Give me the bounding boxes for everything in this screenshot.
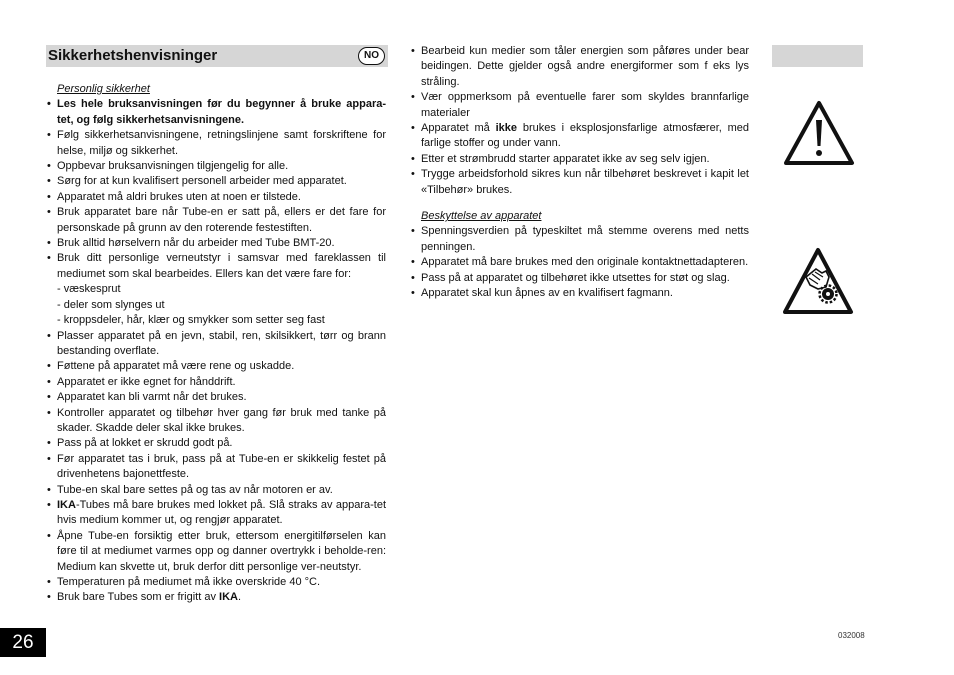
brand-name: IKA <box>219 591 238 604</box>
list-item: • Spenningsverdien på typeskiltet må stemme overens med netts penningen. <box>410 224 749 255</box>
list-item-text: Apparatet må <box>421 122 490 135</box>
hand-crush-hazard-icon <box>782 247 854 315</box>
sub-item: - væskesprut <box>57 283 121 296</box>
subsection-heading: Personlig sikkerhet <box>57 83 150 95</box>
list-item <box>410 121 749 152</box>
right-column <box>410 44 749 302</box>
list-item: • Bruk apparatet bare når Tube-en er satt på, ellers er det fare for personskade på grunn av den roterende festestiften. <box>46 205 386 236</box>
list-item: • Tube-en skal bare settes på og tas av når motoren er av. <box>46 483 386 498</box>
left-column <box>46 82 386 606</box>
page-number: 26 <box>0 628 46 657</box>
list-item-text: Bruk bare Tubes som er frigitt av <box>57 591 216 604</box>
brand-name: IKA <box>57 498 76 511</box>
section-title: Sikkerhetshenvisninger <box>48 47 218 64</box>
list-item: • Temperaturen på mediumet må ikke overskride 40 °C. <box>46 575 386 590</box>
list-item: • Før apparatet tas i bruk, pass på at Tube-en er skikkelig festet på drivenhetens bajonettfeste. <box>46 452 386 483</box>
list-item: • Apparatet må aldri brukes uten at noen er tilstede. <box>46 190 386 205</box>
subsection-heading: Beskyttelse av apparatet <box>421 210 542 223</box>
list-item-text: . <box>237 591 242 604</box>
list-item: • Åpne Tube-en forsiktig etter bruk, ettersom energitilførselen kan føre til at mediumet varmes opp og danner overtrykk i beholde-ren: Medium kan skvette ut, bruk derfor ditt personlige ver-neutstyr. <box>46 529 386 575</box>
section-header-bar <box>46 45 388 67</box>
sub-item: - kroppsdeler, hår, klær og smykker som setter seg fast <box>57 314 325 327</box>
list-item: • Les hele bruksanvisningen før du begynner å bruke appara-tet, og følg sikkerhetsanvisningene. <box>46 97 386 128</box>
list-item: • Apparatet skal kun åpnes av en kvalifisert fagmann. <box>410 286 749 301</box>
list-item: • Etter et strømbrudd starter apparatet ikke av seg selv igjen. <box>410 152 749 167</box>
list-item: • Plasser apparatet på en jevn, stabil, ren, skilsikkert, tørr og brann bestanding overflate. <box>46 329 386 360</box>
language-badge: NO <box>358 47 385 65</box>
list-item: • Apparatet må bare brukes med den originale kontaktnettadapteren. <box>410 255 749 270</box>
list-item-text: brukes i eksplosjonsfarlige atmosfærer, med farlige stoffer og under vann. <box>421 122 749 150</box>
list-item: • Pass på at apparatet og tilbehøret ikke utsettes for støt og slag. <box>410 271 749 286</box>
list-item: • Bruk ditt personlige verneutstyr i samsvar med fareklassen til mediumet som skal bearbeides. Ellers kan det være fare for: <box>46 251 386 282</box>
document-code: 032008 <box>838 631 865 640</box>
list-item: • Bearbeid kun medier som tåler energien som påføres under bear beidingen. Dette gjelder også andre energiformer som f eks lys stråling. <box>410 44 749 90</box>
warning-triangle-icon <box>783 100 855 166</box>
list-item: • Følg sikkerhetsanvisningene, retningslinjene samt forskriftene for helse, miljø og sikkerhet. <box>46 128 386 159</box>
list-item: • Sørg for at kun kvalifisert personell arbeider med apparatet. <box>46 174 386 189</box>
emphasis-text: ikke <box>495 122 518 135</box>
right-header-bar <box>772 45 863 67</box>
list-item: • Bruk alltid hørselvern når du arbeider med Tube BMT-20. <box>46 236 386 251</box>
list-item: • Apparatet kan bli varmt når det brukes. <box>46 390 386 405</box>
list-item <box>46 498 386 529</box>
list-item: • Kontroller apparatet og tilbehør hver gang før bruk med tanke på skader. Skadde deler skal ikke brukes. <box>46 406 386 437</box>
list-item: • Vær oppmerksom på eventuelle farer som skyldes brannfarlige materialer <box>410 90 749 121</box>
list-item: • Føttene på apparatet må være rene og uskadde. <box>46 359 386 374</box>
list-item: • Apparatet er ikke egnet for hånddrift. <box>46 375 386 390</box>
list-item: • Trygge arbeidsforhold sikres kun når tilbehøret beskrevet i kapit let «Tilbehør» brukes. <box>410 167 749 198</box>
list-item: • Oppbevar bruksanvisningen tilgjengelig for alle. <box>46 159 386 174</box>
list-item: • Pass på at lokket er skrudd godt på. <box>46 436 386 451</box>
sub-item: - deler som slynges ut <box>57 298 165 311</box>
list-item <box>46 590 386 605</box>
list-item-text: -Tubes må bare brukes med lokket på. Slå straks av appara-tet hvis medium kommer ut, og rengjør apparatet. <box>57 498 386 527</box>
